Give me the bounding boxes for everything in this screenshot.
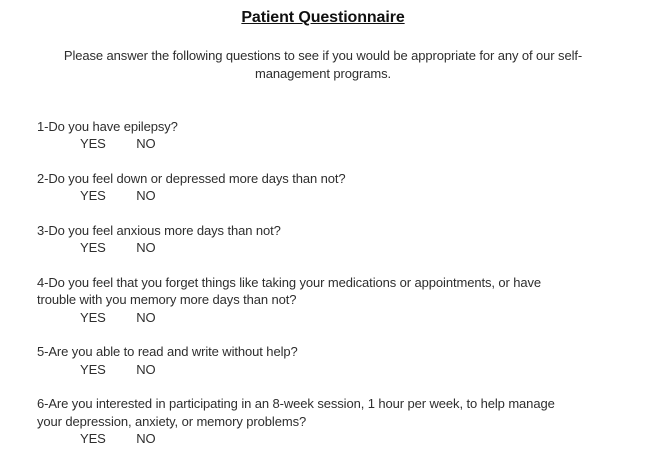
question-item-5: [37, 343, 609, 378]
question-text: 5-Are you able to read and write without help?: [37, 344, 298, 360]
question-text: 1-Do you have epilepsy?: [37, 119, 178, 134]
intro-line-1: Please answer the following questions to see if you would be appropriate for any of our self-: [63, 48, 583, 63]
question-text-line-1: 6-Are you interested in participating in an 8-week session, 1 hour per week, to help manage: [37, 396, 555, 412]
question-item-1: [37, 118, 609, 153]
no-option[interactable]: NO: [136, 136, 156, 152]
answer-options: [37, 187, 609, 204]
question-text: 2-Do you feel down or depressed more days than not?: [37, 170, 346, 186]
yes-option[interactable]: YES: [80, 309, 106, 325]
question-text: 3-Do you feel anxious more days than not?: [37, 222, 281, 238]
no-option[interactable]: NO: [136, 240, 156, 256]
question-text-line-1: 4-Do you feel that you forget things like taking your medications or appointments, or have: [37, 274, 542, 290]
yes-option[interactable]: YES: [80, 361, 106, 377]
answer-options: [37, 361, 609, 378]
yes-option[interactable]: YES: [80, 240, 106, 256]
question-item-6: [37, 395, 609, 447]
no-option[interactable]: NO: [136, 309, 156, 325]
answer-options: [37, 309, 609, 326]
intro-line-2: management programs.: [254, 65, 391, 81]
page-title: Patient Questionnaire: [241, 9, 405, 26]
no-option[interactable]: NO: [136, 361, 156, 377]
question-item-4: [37, 274, 609, 326]
yes-option[interactable]: YES: [80, 136, 106, 152]
question-text-line-2: trouble with you memory more days than not?: [37, 292, 297, 308]
question-item-2: [37, 170, 609, 205]
yes-option[interactable]: YES: [80, 188, 106, 204]
no-option[interactable]: NO: [136, 430, 156, 446]
question-text-line-2: your depression, anxiety, or memory problems?: [37, 413, 307, 429]
answer-options: [37, 430, 609, 447]
intro-text: [0, 47, 646, 82]
question-list: [0, 82, 646, 447]
yes-option[interactable]: YES: [80, 430, 106, 446]
question-item-3: [37, 222, 609, 257]
no-option[interactable]: NO: [136, 188, 156, 204]
answer-options: [37, 239, 609, 256]
answer-options: [37, 135, 609, 152]
